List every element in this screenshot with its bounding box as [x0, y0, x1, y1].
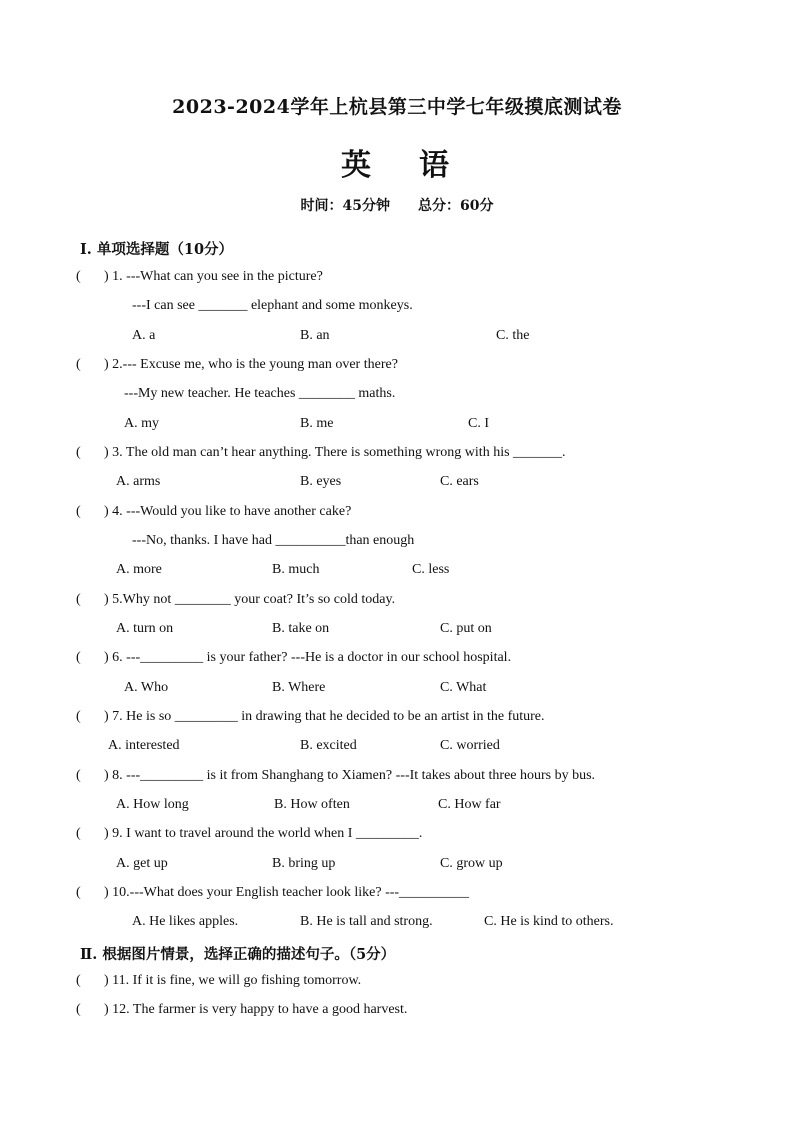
exam-meta	[0, 195, 794, 215]
paren: (	[76, 504, 81, 519]
paren: (	[76, 973, 81, 988]
q4-option-c: C. less	[412, 562, 450, 577]
q1-option-b: B. an	[300, 328, 330, 343]
paren: (	[76, 768, 81, 783]
subject-char-1: 英	[341, 148, 375, 183]
q12-stem: ) 12. The farmer is very happy to have a good harvest.	[104, 1002, 408, 1017]
q1-option-a: A. a	[132, 328, 156, 343]
q7-option-c: C. worried	[440, 738, 500, 753]
score-label: 总分：60分	[418, 198, 494, 214]
q7-stem: ) 7. He is so _________ in drawing that he decided to be an artist in the future.	[104, 709, 545, 724]
paren: (	[76, 357, 81, 372]
q4-option-b: B. much	[272, 562, 320, 577]
q3-option-a: A. arms	[116, 474, 161, 489]
q8-option-c: C. How far	[438, 797, 501, 812]
time-label: 时间：45分钟	[300, 198, 390, 214]
q5-stem: ) 5.Why not ________ your coat? It’s so cold today.	[104, 592, 396, 607]
q5-option-c: C. put on	[440, 621, 492, 636]
q10-option-c: C. He is kind to others.	[484, 914, 614, 929]
paren: (	[76, 826, 81, 841]
q3-option-c: C. ears	[440, 474, 479, 489]
section-1-heading: Ⅰ. 单项选择题（10分）	[80, 241, 234, 258]
q10-stem: ) 10.---What does your English teacher look like? ---__________	[104, 885, 470, 900]
subject-title	[0, 140, 794, 184]
q6-option-b: B. Where	[272, 680, 326, 695]
q9-option-a: A. get up	[116, 856, 168, 871]
q5-option-a: A. turn on	[116, 621, 174, 636]
paren: (	[76, 445, 81, 460]
paren: (	[76, 709, 81, 724]
q10-option-a: A. He likes apples.	[132, 914, 239, 929]
q7-option-b: B. excited	[300, 738, 357, 753]
q6-stem: ) 6. ---_________ is your father? ---He is a doctor in our school hospital.	[104, 650, 512, 665]
q2-option-b: B. me	[300, 416, 334, 431]
q2-line2: ---My new teacher. He teaches ________ maths.	[124, 386, 396, 401]
q3-option-b: B. eyes	[300, 474, 342, 489]
q4-option-a: A. more	[116, 562, 162, 577]
q10-option-b: B. He is tall and strong.	[300, 914, 433, 929]
q7-option-a: A. interested	[108, 738, 180, 753]
paren: (	[76, 269, 81, 284]
q8-stem: ) 8. ---_________ is it from Shanghang to Xiamen? ---It takes about three hours by bus.	[104, 768, 596, 783]
q8-option-b: B. How often	[274, 797, 350, 812]
q2-stem: ) 2.--- Excuse me, who is the young man over there?	[104, 357, 398, 372]
q9-option-c: C. grow up	[440, 856, 503, 871]
q9-stem: ) 9. I want to travel around the world when I _________.	[104, 826, 423, 841]
q4-line2: ---No, thanks. I have had __________than enough	[132, 533, 415, 548]
q2-option-c: C. I	[468, 416, 489, 431]
q5-option-b: B. take on	[272, 621, 330, 636]
q2-option-a: A. my	[124, 416, 159, 431]
section-2-heading: Ⅱ. 根据图片情景，选择正确的描述句子。（5分）	[80, 946, 396, 963]
q6-option-a: A. Who	[124, 680, 169, 695]
paren: (	[76, 650, 81, 665]
q1-option-c: C. the	[496, 328, 530, 343]
q6-option-c: C. What	[440, 680, 487, 695]
q9-option-b: B. bring up	[272, 856, 336, 871]
q1-line2: ---I can see _______ elephant and some monkeys.	[132, 298, 413, 313]
q11-stem: ) 11. If it is fine, we will go fishing tomorrow.	[104, 973, 362, 988]
paren: (	[76, 592, 81, 607]
paren: (	[76, 885, 81, 900]
subject-char-2: 语	[419, 148, 453, 183]
q4-stem: ) 4. ---Would you like to have another cake?	[104, 504, 352, 519]
q1-stem: ) 1. ---What can you see in the picture?	[104, 269, 323, 284]
q3-stem: ) 3. The old man can’t hear anything. There is something wrong with his _______.	[104, 445, 566, 460]
q8-option-a: A. How long	[116, 797, 189, 812]
paren: (	[76, 1002, 81, 1017]
document-title: 2023-2024学年上杭县第三中学七年级摸底测试卷	[172, 96, 622, 118]
